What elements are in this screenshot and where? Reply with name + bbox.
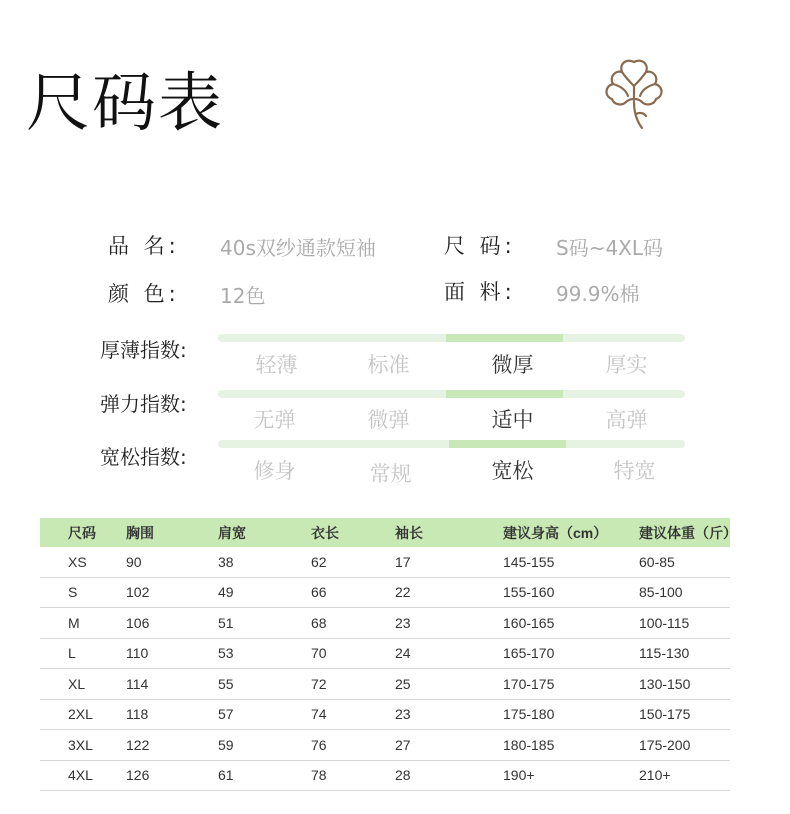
index-selected-segment xyxy=(446,334,563,342)
table-cell: 160-165 xyxy=(475,608,615,639)
table-row xyxy=(40,638,730,669)
table-header-cell: 胸围 xyxy=(120,518,210,547)
size-value: S码~4XL码 xyxy=(556,236,664,260)
table-cell: M xyxy=(40,608,120,639)
table-cell: 130-150 xyxy=(615,669,730,700)
index-option: 厚实 xyxy=(605,353,648,377)
table-cell: 126 xyxy=(120,760,210,791)
index-option: 标准 xyxy=(367,353,410,377)
index-label: 宽松指数: xyxy=(100,445,187,469)
table-cell: 25 xyxy=(375,669,475,700)
table-cell: 49 xyxy=(210,577,295,608)
index-option-selected: 适中 xyxy=(491,408,534,432)
index-option-selected: 宽松 xyxy=(491,459,534,483)
table-cell: 22 xyxy=(375,577,475,608)
index-option-selected: 微厚 xyxy=(491,353,534,377)
index-option: 高弹 xyxy=(605,408,648,432)
index-option: 常规 xyxy=(369,462,412,486)
table-cell: 60-85 xyxy=(615,547,730,577)
index-label: 厚薄指数: xyxy=(100,338,187,362)
table-cell: 170-175 xyxy=(475,669,615,700)
table-cell: XL xyxy=(40,669,120,700)
table-cell: 62 xyxy=(295,547,375,577)
table-cell: 102 xyxy=(120,577,210,608)
index-option: 轻薄 xyxy=(255,353,298,377)
table-cell: 165-170 xyxy=(475,638,615,669)
table-header-cell: 肩宽 xyxy=(210,518,295,547)
table-cell: L xyxy=(40,638,120,669)
table-cell: 53 xyxy=(210,638,295,669)
table-header-cell: 袖长 xyxy=(375,518,475,547)
table-cell: 115-130 xyxy=(615,638,730,669)
table-cell: 23 xyxy=(375,699,475,730)
fabric-value: 99.9%棉 xyxy=(556,282,640,306)
page-title: 尺码表 xyxy=(26,67,224,141)
table-cell: 68 xyxy=(295,608,375,639)
table-cell: 175-180 xyxy=(475,699,615,730)
table-cell: 175-200 xyxy=(615,730,730,761)
table-cell: 2XL xyxy=(40,699,120,730)
table-cell: 100-115 xyxy=(615,608,730,639)
table-cell: S xyxy=(40,577,120,608)
table-cell: XS xyxy=(40,547,120,577)
table-cell: 66 xyxy=(295,577,375,608)
table-row xyxy=(40,547,730,577)
index-bar xyxy=(218,390,685,398)
table-cell: 118 xyxy=(120,699,210,730)
size-table xyxy=(40,518,737,791)
table-cell: 55 xyxy=(210,669,295,700)
table-cell: 59 xyxy=(210,730,295,761)
table-row xyxy=(40,608,730,639)
table-cell: 114 xyxy=(120,669,210,700)
table-cell: 3XL xyxy=(40,730,120,761)
table-row xyxy=(40,730,730,761)
table-row xyxy=(40,699,730,730)
color-label: 颜 色: xyxy=(108,282,180,306)
size-label: 尺 码: xyxy=(444,234,516,258)
table-cell: 150-175 xyxy=(615,699,730,730)
index-option: 修身 xyxy=(253,459,296,483)
index-selected-segment xyxy=(446,390,563,398)
cotton-icon xyxy=(592,52,676,136)
index-selected-segment xyxy=(449,440,566,448)
table-cell: 27 xyxy=(375,730,475,761)
table-header-cell: 建议体重（斤） xyxy=(615,518,730,547)
table-cell: 76 xyxy=(295,730,375,761)
table-cell: 28 xyxy=(375,760,475,791)
table-cell: 72 xyxy=(295,669,375,700)
table-header-row xyxy=(40,518,730,547)
table-cell: 190+ xyxy=(475,760,615,791)
index-option: 特宽 xyxy=(613,459,656,483)
table-cell: 78 xyxy=(295,760,375,791)
index-bar xyxy=(218,440,685,448)
table-cell: 4XL xyxy=(40,760,120,791)
table-row xyxy=(40,669,730,700)
table-cell: 90 xyxy=(120,547,210,577)
table-header-cell: 尺码 xyxy=(40,518,120,547)
table-header-cell: 衣长 xyxy=(295,518,375,547)
table-cell: 85-100 xyxy=(615,577,730,608)
table-row xyxy=(40,760,730,791)
name-value: 40s双纱通款短袖 xyxy=(220,236,376,260)
index-option: 微弹 xyxy=(367,408,410,432)
table-cell: 51 xyxy=(210,608,295,639)
table-cell: 180-185 xyxy=(475,730,615,761)
table-cell: 106 xyxy=(120,608,210,639)
table-cell: 155-160 xyxy=(475,577,615,608)
index-label: 弹力指数: xyxy=(100,392,187,416)
table-row xyxy=(40,577,730,608)
table-cell: 210+ xyxy=(615,760,730,791)
table-cell: 61 xyxy=(210,760,295,791)
table-cell: 17 xyxy=(375,547,475,577)
index-bar xyxy=(218,334,685,342)
fabric-label: 面 料: xyxy=(444,280,516,304)
table-cell: 122 xyxy=(120,730,210,761)
table-cell: 24 xyxy=(375,638,475,669)
table-cell: 74 xyxy=(295,699,375,730)
table-cell: 23 xyxy=(375,608,475,639)
name-label: 品 名: xyxy=(108,234,180,258)
index-option: 无弹 xyxy=(253,408,296,432)
color-value: 12色 xyxy=(220,284,266,308)
table-cell: 70 xyxy=(295,638,375,669)
table-cell: 57 xyxy=(210,699,295,730)
table-cell: 110 xyxy=(120,638,210,669)
table-header-cell: 建议身高（cm） xyxy=(475,518,615,547)
table-cell: 145-155 xyxy=(475,547,615,577)
table-cell: 38 xyxy=(210,547,295,577)
